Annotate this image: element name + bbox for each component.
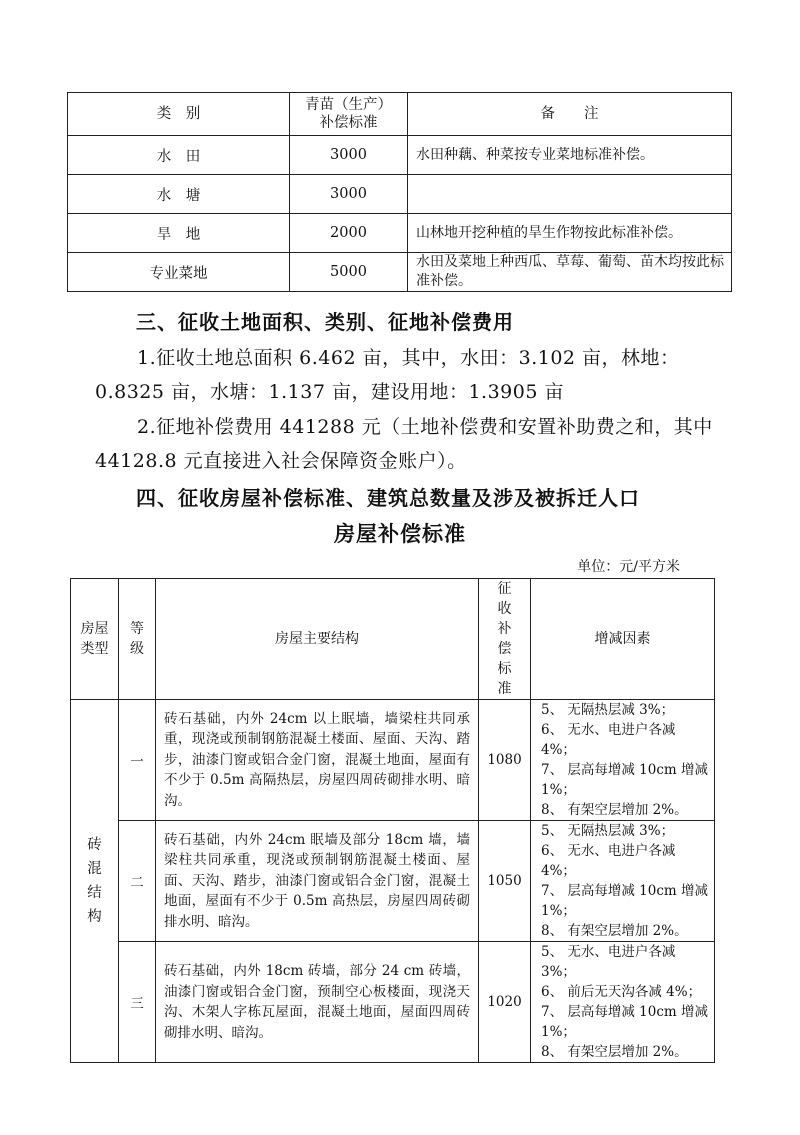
crop-compensation-table bbox=[67, 92, 732, 292]
section3-heading: 三、征收土地面积、类别、征地补偿费用 bbox=[136, 310, 514, 334]
category-cell: 专业菜地 bbox=[68, 253, 290, 292]
factor-item: 5、 无隔热层减 3%； bbox=[541, 702, 675, 718]
table-row bbox=[68, 175, 732, 214]
factors-cell bbox=[531, 942, 715, 1063]
header-standard: 青苗（生产）补偿标准 bbox=[290, 93, 408, 136]
standard-cell: 3000 bbox=[290, 175, 408, 214]
factor-item: 6、 无水、电进户各减 4%； bbox=[541, 722, 676, 758]
factor-item: 8、 有架空层增加 2%。 bbox=[541, 923, 688, 939]
grade-cell: 二 bbox=[119, 821, 156, 942]
header-standard: 征收补偿标准 bbox=[479, 579, 531, 700]
factor-item: 8、 有架空层增加 2%。 bbox=[541, 1044, 688, 1060]
table-title: 房屋补偿标准 bbox=[334, 521, 466, 546]
note-cell: 水田种藕、种菜按专业菜地标准补偿。 bbox=[408, 136, 732, 175]
factors-cell bbox=[531, 821, 715, 942]
factors-cell bbox=[531, 700, 715, 821]
factor-item: 5、 无水、电进户各减 3%； bbox=[541, 944, 676, 980]
factor-item: 5、 无隔热层减 3%； bbox=[541, 823, 675, 839]
table-row bbox=[71, 942, 715, 1063]
grade-cell: 三 bbox=[119, 942, 156, 1063]
house-compensation-table bbox=[70, 578, 715, 1063]
header-factors: 增减因素 bbox=[531, 579, 715, 700]
table-row bbox=[68, 214, 732, 253]
structure-cell: 砖石基础，内外 24cm 以上眠墙，墙梁柱共同承重，现浇或预制钢筋混凝土楼面、屋面、天沟、踏步，油漆门窗或铝合金门窗，混凝土地面，屋面有不少于 0.5m 高隔热层，房屋四周砖砌排水明、暗沟。 bbox=[156, 700, 479, 821]
header-grade: 等级 bbox=[119, 579, 156, 700]
section3-paragraph-1: 1.征收土地总面积 6.462 亩，其中，水田：3.102 亩，林地：0.8325 亩，水塘：1.137 亩，建设用地：1.3905 亩 bbox=[95, 347, 680, 403]
type-cell: 砖混结构 bbox=[71, 700, 119, 1063]
structure-cell: 砖石基础，内外 18cm 砖墙，部分 24 cm 砖墙，油漆门窗或铝合金门窗，预制空心板楼面，现浇天沟、木架人字栋瓦屋面，混凝土地面，屋面四周砖砌排水明、暗沟。 bbox=[156, 942, 479, 1063]
table-row bbox=[71, 700, 715, 821]
standard-cell: 1050 bbox=[479, 821, 531, 942]
header-structure: 房屋主要结构 bbox=[156, 579, 479, 700]
factor-item: 7、 层高每增减 10cm 增减 1%； bbox=[541, 762, 709, 798]
factor-item: 6、 前后无天沟各减 4%； bbox=[541, 984, 702, 1000]
header-note: 备 注 bbox=[408, 93, 732, 136]
note-cell: 山林地开挖种植的旱生作物按此标准补偿。 bbox=[408, 214, 732, 253]
table-header-row bbox=[68, 93, 732, 136]
factor-item: 6、 无水、电进户各减 4%； bbox=[541, 843, 676, 879]
standard-cell: 5000 bbox=[290, 253, 408, 292]
note-cell bbox=[408, 175, 732, 214]
category-cell: 水 塘 bbox=[68, 175, 290, 214]
factor-item: 7、 层高每增减 10cm 增减 1%； bbox=[541, 1004, 709, 1040]
table-header-row bbox=[71, 579, 715, 700]
category-cell: 水 田 bbox=[68, 136, 290, 175]
standard-cell: 1080 bbox=[479, 700, 531, 821]
standard-cell: 2000 bbox=[290, 214, 408, 253]
category-cell: 旱 地 bbox=[68, 214, 290, 253]
header-type: 房屋类型 bbox=[71, 579, 119, 700]
unit-label: 单位：元/平方米 bbox=[577, 559, 680, 575]
section4-heading: 四、征收房屋补偿标准、建筑总数量及涉及被拆迁人口 bbox=[136, 486, 640, 510]
table-row bbox=[68, 253, 732, 292]
note-cell: 水田及菜地上种西瓜、草莓、葡萄、苗木均按此标准补偿。 bbox=[408, 253, 732, 292]
standard-cell: 1020 bbox=[479, 942, 531, 1063]
table-row bbox=[68, 136, 732, 175]
factor-item: 8、 有架空层增加 2%。 bbox=[541, 802, 688, 818]
structure-cell: 砖石基础，内外 24cm 眠墙及部分 18cm 墙，墙梁柱共同承重，现浇或预制钢筋混凝土楼面、屋面、天沟、踏步，油漆门窗或铝合金门窗，混凝土地面，屋面有不少于 0.5m 高热层，房屋四周砖砌排水明、暗沟。 bbox=[156, 821, 479, 942]
factor-item: 7、 层高每增减 10cm 增减 1%； bbox=[541, 883, 709, 919]
grade-cell: 一 bbox=[119, 700, 156, 821]
table-row bbox=[71, 821, 715, 942]
standard-cell: 3000 bbox=[290, 136, 408, 175]
section3-paragraph-2: 2.征地补偿费用 441288 元（土地补偿费和安置补助费之和，其中 44128.8 元直接进入社会保障资金账户）。 bbox=[95, 416, 713, 472]
header-category: 类 别 bbox=[68, 93, 290, 136]
